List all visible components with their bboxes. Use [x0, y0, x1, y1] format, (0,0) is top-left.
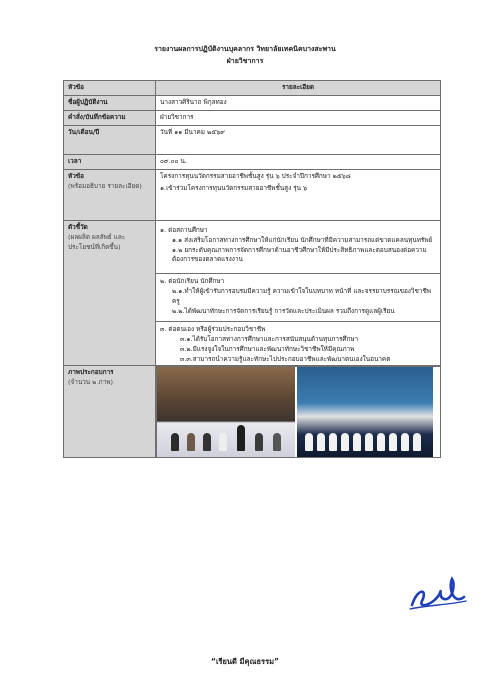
- signature-mark: [408, 575, 468, 615]
- table-row: [64, 125, 441, 154]
- row-value-time: ๐๙.๐๐ น.: [156, 154, 441, 169]
- meeting-photo: [157, 367, 295, 457]
- row-label-topic: [64, 169, 156, 220]
- table-row: [64, 169, 441, 220]
- photos-label: ภาพประกอบการ: [68, 367, 114, 376]
- table-row: [64, 110, 441, 125]
- table-row: [64, 365, 441, 458]
- indicator-block-self: [156, 321, 440, 365]
- date-label: วัน/เดือน/ปี: [68, 127, 100, 136]
- table-row: [64, 95, 441, 110]
- group-photo: [297, 367, 433, 457]
- indicator-3-2: ๓.๒.มีแรงจูงใจในการศึกษาและพัฒนาทักษะวิชาชีพให้มีคุณภาพ: [180, 344, 355, 353]
- row-label-order: คำสั่ง/บันทึกข้อความ: [64, 110, 156, 125]
- indicator-1-1: ๑.๑ ส่งเสริมโอกาสทางการศึกษาให้แก่นักเรียน นักศึกษาที่มีความสามารถแต่ขาดแคลนทุนทรัพย์: [172, 235, 433, 244]
- photos-sublabel: (จำนวน ๒ ภาพ): [68, 377, 113, 386]
- indicator-3-1: ๓.๑.ได้รับโอกาสทางการศึกษาและการสนับสนุนด้านทุนการศึกษา: [180, 334, 359, 343]
- indicator-sublabel: (ผลผลิต ผลลัพธ์ และ ประโยชน์ที่เกิดขึ้น): [68, 232, 126, 251]
- indicator-1-heading: ๑. ต่อสถานศึกษา: [160, 225, 208, 234]
- indicator-block-institution: [160, 223, 436, 270]
- indicator-label: ตัวชี้วัด: [68, 222, 88, 231]
- row-label-time: เวลา: [64, 154, 156, 169]
- report-table: [63, 80, 441, 458]
- row-value-photos: [156, 366, 441, 458]
- document-subtitle: ฝ่ายวิชาการ: [226, 57, 264, 65]
- row-value-name: นางสาวศิรินาถ พิกุลทอง: [156, 95, 441, 110]
- topic-line-1: โครงการทุนนวัตกรรมสายอาชีพชั้นสูง รุ่น ๖ ประจำปีการศึกษา ๒๕๖๘: [160, 171, 351, 180]
- table-row: [64, 154, 441, 169]
- column-header-topic: หัวข้อ: [64, 81, 156, 96]
- row-value-date: วันที่ ๑๑ มีนาคม ๒๕๖๙: [156, 125, 441, 154]
- row-value-indicator: [156, 220, 441, 365]
- document-title: รายงานผลการปฏิบัติงานบุคลากร วิทยาลัยเทคนิคบางสะพาน: [154, 45, 336, 53]
- indicator-2-heading: ๒. ต่อนักเรียน นักศึกษา: [160, 277, 225, 286]
- topic-line-2: ๑.เข้าร่วมโครงการทุนนวัตกรรมสายอาชีพชั้นสูง รุ่น ๖: [160, 183, 308, 192]
- topic-label: หัวข้อ: [68, 171, 85, 180]
- row-label-photos: [64, 365, 156, 458]
- row-value-order: ฝ่ายวิชาการ: [156, 110, 441, 125]
- indicator-block-students: [156, 273, 440, 317]
- row-value-topic: [156, 169, 441, 220]
- indicator-2-1: ๒.๑.ทำให้ผู้เข้ารับการอบรมมีความรู้ ความเข้าใจในบทบาท หน้าที่ และจรรยาบรรณของวิชาชีพครู: [172, 287, 431, 306]
- topic-sublabel: (พร้อมอธิบาย รายละเอียด): [68, 181, 142, 190]
- column-header-detail: รายละเอียด: [156, 81, 441, 96]
- row-label-name: ชื่อผู้ปฏิบัติงาน: [64, 95, 156, 110]
- indicator-3-3: ๓.๓.สามารถนำความรู้และทักษะไปประกอบอาชีพและพัฒนาตนเองในอนาคต: [180, 354, 391, 363]
- indicator-2-2: ๒.๒.ได้พัฒนาทักษะการจัดการเรียนรู้ การวัดและประเมินผล รวมถึงการดูแลผู้เรียน: [172, 307, 395, 316]
- indicator-3-heading: ๓. ต่อตนเอง หรือผู้ร่วมประกอบวิชาชีพ: [160, 325, 266, 334]
- row-label-indicator: [64, 220, 156, 365]
- row-label-date: [64, 125, 156, 154]
- indicator-1-2: ๑.๒ ยกระดับคุณภาพการจัดการศึกษาด้านอาชีวศึกษาให้มีประสิทธิภาพและตอบสนองต่อความต้องการของตลาดแรงงาน: [172, 245, 427, 264]
- table-row: [64, 220, 441, 365]
- footer-motto: “เรียนดี มีคุณธรรม”: [211, 657, 279, 666]
- table-header-row: [64, 81, 441, 96]
